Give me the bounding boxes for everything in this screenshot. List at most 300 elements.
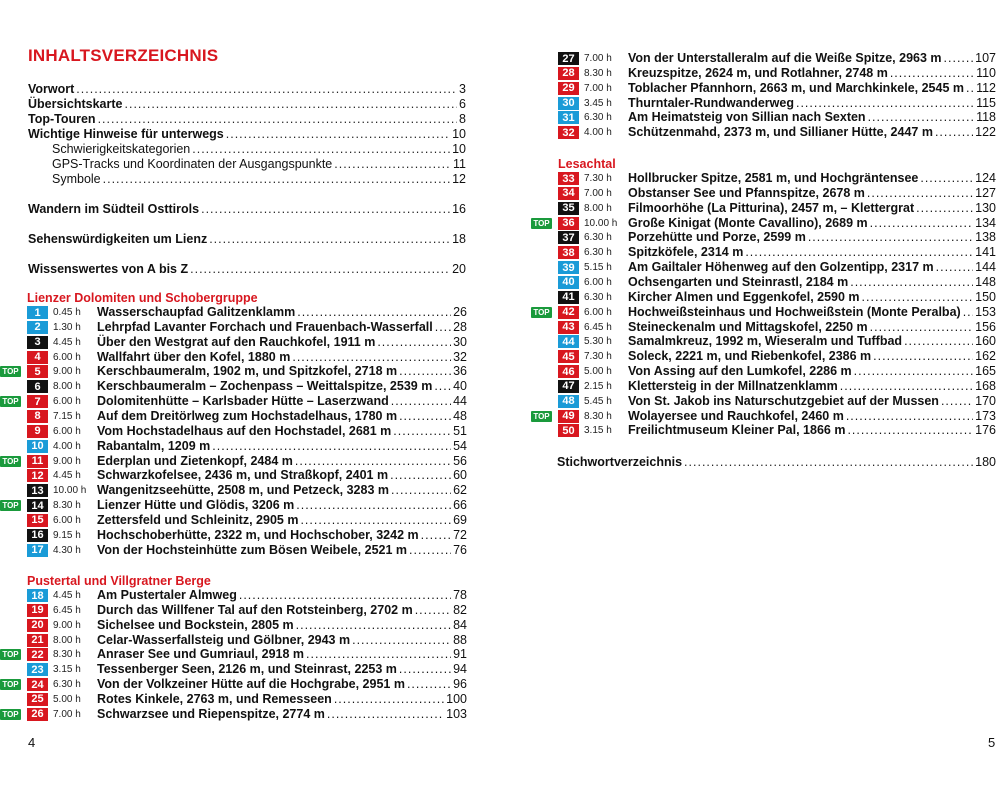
tour-title: Filmoorhöhe (La Pitturina), 2457 m, – Klettergrat [628,200,915,215]
tour-title-row [97,528,467,542]
dot-leader [916,201,973,215]
dot-leader [963,305,973,319]
dot-leader [684,455,973,470]
tour-page: 76 [453,542,467,557]
tour-duration: 5.00 h [584,366,612,378]
tour-number: 43 [558,321,579,334]
tour-entry[interactable] [500,380,1000,394]
dot-leader [334,692,444,706]
tour-page: 144 [975,260,996,275]
dot-leader [296,498,451,512]
tour-page: 170 [975,393,996,408]
tour-number: 12 [27,469,48,482]
tour-page: 72 [453,527,467,542]
tour-duration: 5.30 h [584,336,612,348]
tour-title: Celar-Wasserfallsteig und Gölbner, 2943 m [97,632,351,647]
tour-number: 30 [558,97,579,110]
tour-title-row [628,96,996,110]
tour-entry[interactable] [500,365,1000,379]
tour-duration: 8.00 h [584,202,612,214]
tour-entry[interactable] [500,395,1000,409]
dot-leader [201,202,450,217]
section-title: Pustertal und Villgratner Berge [27,574,211,588]
tour-page: 36 [453,364,467,379]
top-tour-badge: TOP [531,218,552,229]
dot-leader [239,588,451,602]
tour-duration: 4.45 h [53,336,81,348]
tour-title: Tessenberger Seen, 2126 m, und Steinrast, 2253 m [97,662,397,677]
tour-entry[interactable] [0,410,500,424]
dot-leader [935,125,973,139]
tour-entry[interactable] [0,351,500,365]
tour-entry[interactable] [500,97,1000,111]
tour-title: Von der Volkzeiner Hütte auf die Hochgrabe, 2951 m [97,677,405,692]
tour-duration: 9.00 h [53,366,81,378]
dot-leader [944,51,974,65]
top-tour-badge: TOP [531,307,552,318]
dot-leader [334,157,451,172]
tour-title: Über den Westgrat auf den Rauchkofel, 1911 m [97,334,376,349]
tour-title-row [97,618,467,632]
tour-duration: 5.45 h [584,395,612,407]
tour-entry[interactable] [500,231,1000,245]
tour-title: Schützenmahd, 2373 m, und Sillianer Hütte, 2447 m [628,125,933,140]
tour-page: 130 [975,200,996,215]
entry-page: 10 [452,127,466,141]
tour-duration: 10.00 h [584,217,618,229]
entry-page: 3 [459,82,466,96]
tour-title: Große Kinigat (Monte Cavallino), 2689 m [628,215,868,230]
tour-duration: 4.45 h [53,470,81,482]
tour-number: 44 [558,335,579,348]
tour-number: 41 [558,291,579,304]
tour-number: 45 [558,350,579,363]
section-title: Lienzer Dolomiten und Schobergruppe [27,291,258,305]
tour-entry[interactable] [0,380,500,394]
tour-title: Am Gailtaler Höhenweg auf den Golzentipp, 2317 m [628,260,934,275]
tour-page: 103 [446,706,467,721]
tour-entry[interactable] [0,648,500,662]
tour-title: Lehrpfad Lavanter Forchach und Frauenbach-Wasserfall [97,319,433,334]
tour-title: Hochschoberhütte, 2322 m, und Hochschober, 3242 m [97,527,419,542]
tour-title-row [628,230,996,244]
tour-number: 20 [27,619,48,632]
tour-title: Am Pustertaler Almweg [97,588,237,602]
dot-leader [391,483,451,497]
dot-leader [415,603,451,617]
tour-title: Klettersteig in der Millnatzenklamm [628,378,838,393]
tour-page: 94 [453,662,467,677]
entry-page: 11 [453,157,466,171]
dot-leader [870,216,974,230]
dot-leader [190,262,450,277]
dot-leader [377,335,451,349]
tour-entry[interactable] [0,469,500,483]
tour-title-row [97,677,467,691]
tour-page: 88 [453,632,467,647]
tour-number: 19 [27,604,48,617]
tour-number: 25 [27,693,48,706]
tour-number: 14 [27,499,48,512]
tour-page: 62 [453,483,467,498]
tour-title: Rabantalm, 1209 m [97,438,211,453]
tour-number: 6 [27,380,48,393]
tour-title: Freilichtmuseum Kleiner Pal, 1866 m [628,423,846,438]
tour-entry[interactable] [0,678,500,692]
tour-title-row [628,171,996,185]
tour-page: 134 [975,215,996,230]
tour-page: 91 [453,647,467,662]
tour-title: Von der Unterstalleralm auf die Weiße Spitze, 2963 m [628,51,942,65]
tour-entry[interactable] [0,514,500,528]
tour-entry[interactable] [0,544,500,558]
tour-duration: 8.00 h [53,381,81,393]
tour-title-row [97,543,467,557]
dot-leader [300,513,451,527]
entry-title: Vorwort [28,82,75,96]
entry-title: Schwierigkeitskategorien [52,142,191,156]
top-tour-badge: TOP [0,366,21,377]
tour-number: 17 [27,544,48,557]
tour-number: 38 [558,246,579,259]
tour-title-row [628,81,996,95]
tour-number: 24 [27,678,48,691]
chapter-page: 18 [452,232,466,246]
tour-entry[interactable] [0,634,500,648]
dot-leader [808,230,973,244]
tour-title-row [97,707,467,721]
dot-leader [409,543,451,557]
tour-page: 100 [446,691,467,706]
tour-title: Wangenitzseehütte, 2508 m, und Petzeck, 3283 m [97,483,389,498]
tour-number: 11 [27,455,48,468]
tour-page: 28 [453,319,467,334]
tour-entry[interactable] [0,336,500,350]
tour-title: Ederplan und Zietenkopf, 2484 m [97,453,293,468]
tour-entry[interactable] [0,529,500,543]
toc-chapter[interactable] [28,262,466,277]
tour-entry[interactable] [500,306,1000,320]
tour-title-row [628,245,996,259]
chapter-title: Wissenswertes von A bis Z [28,262,189,276]
tour-title: Anraser See und Gumriaul, 2918 m [97,647,305,662]
tour-page: 127 [975,185,996,200]
tour-entry[interactable] [0,499,500,513]
tour-title: Kerschbaumeralm – Zochenpass – Weittalspitze, 2539 m [97,379,433,394]
tour-entry[interactable] [500,126,1000,140]
tour-entry[interactable] [0,440,500,454]
tour-entry[interactable] [0,619,500,633]
tour-title: Lienzer Hütte und Glödis, 3206 m [97,498,295,513]
entry-page: 6 [459,97,466,111]
tour-entry[interactable] [500,187,1000,201]
tour-entry[interactable] [500,82,1000,96]
tour-entry[interactable] [0,589,500,603]
tour-entry[interactable] [500,410,1000,424]
tour-entry[interactable] [0,321,500,335]
tour-number: 29 [558,82,579,95]
dot-leader [434,379,451,393]
tour-entry[interactable] [500,276,1000,290]
tour-title-row [628,364,996,378]
tour-title: Spitzköfele, 2314 m [628,245,744,260]
tour-duration: 6.00 h [53,351,81,363]
tour-entry[interactable] [500,246,1000,260]
tour-title-row [97,468,467,482]
tour-title-row [97,335,467,349]
tour-page: 44 [453,394,467,409]
tour-page: 69 [453,512,467,527]
tour-title: Steineckenalm und Mittagskofel, 2250 m [628,319,868,334]
tour-duration: 5.15 h [584,262,612,274]
tour-number: 47 [558,380,579,393]
dot-leader [391,394,451,408]
tour-duration: 4.30 h [53,544,81,556]
tour-duration: 8.00 h [53,634,81,646]
tour-title-row [628,423,996,437]
tour-entry[interactable] [0,708,500,722]
tour-title-row [628,110,996,124]
tour-title: Schwarzsee und Riepenspitze, 2774 m [97,706,325,721]
dot-leader [904,334,973,348]
tour-page: 82 [453,602,467,617]
toc-entry[interactable] [28,112,466,127]
tour-duration: 1.30 h [53,321,81,333]
tour-number: 5 [27,365,48,378]
top-tour-badge: TOP [0,500,21,511]
tour-entry[interactable] [500,291,1000,305]
tour-title-row [97,647,467,661]
tour-title: Durch das Willfener Tal auf den Rotsteinberg, 2702 m [97,602,413,617]
tour-title: Toblacher Pfannhorn, 2663 m, und Marchkinkele, 2545 m [628,80,964,95]
tour-title-row [97,350,467,364]
tour-duration: 7.30 h [584,351,612,363]
tour-number: 32 [558,126,579,139]
dot-leader [390,468,451,482]
tour-duration: 6.30 h [584,247,612,259]
tour-number: 16 [27,529,48,542]
dot-leader [226,127,450,142]
dot-leader [103,172,450,187]
tour-number: 42 [558,306,579,319]
tour-duration: 9.15 h [53,529,81,541]
tour-number: 35 [558,202,579,215]
tour-entry[interactable] [500,321,1000,335]
entry-page: 12 [452,172,466,186]
tour-number: 26 [27,708,48,721]
tour-entry[interactable] [0,455,500,469]
tour-title: Schwarzkofelsee, 2436 m, und Straßkopf, 2401 m [97,468,389,483]
tour-title-row [628,394,996,408]
tour-number: 50 [558,424,579,437]
tour-page: 176 [975,423,996,438]
tour-duration: 7.30 h [584,173,612,184]
tour-title: Vom Hochstadelhaus auf den Hochstadel, 2681 m [97,423,392,438]
tour-entry[interactable] [500,172,1000,186]
dot-leader [873,349,973,363]
dot-leader [890,66,974,80]
dot-leader [209,232,450,247]
tour-duration: 6.00 h [584,306,612,318]
tour-duration: 6.30 h [584,291,612,303]
toc-entry[interactable] [28,82,466,97]
tour-title-row [97,588,467,602]
dot-leader [966,81,974,95]
dot-leader [352,633,451,647]
tour-title-row [628,186,996,200]
tour-title-row [97,439,467,453]
tour-title: Von St. Jakob ins Naturschutzgebiet auf der Mussen [628,393,939,408]
tour-entry[interactable] [0,484,500,498]
entry-title: Top-Touren [28,112,96,126]
tour-page: 148 [975,274,996,289]
dot-leader [846,409,973,423]
dot-leader [421,528,451,542]
tour-duration: 5.00 h [53,693,81,705]
dot-leader [941,394,973,408]
tour-entry[interactable] [500,350,1000,364]
tour-entry[interactable] [0,663,500,677]
tour-number: 27 [558,52,579,65]
tour-title: Soleck, 2221 m, und Riebenkofel, 2386 m [628,349,872,364]
tour-number: 48 [558,395,579,408]
tour-entry[interactable] [0,425,500,439]
dot-leader [125,97,458,112]
tour-duration: 7.00 h [53,708,81,720]
tour-entry[interactable] [0,604,500,618]
tour-page: 56 [453,453,467,468]
tour-page: 168 [975,378,996,393]
toc-chapter[interactable] [28,202,466,217]
tour-title-row [97,662,467,676]
toc-title: INHALTSVERZEICHNIS [28,46,219,65]
tour-title-row [628,320,996,334]
dot-leader [393,424,451,438]
tour-number: 23 [27,663,48,676]
tour-page: 156 [975,319,996,334]
dot-leader [98,112,457,127]
dot-leader [292,350,451,364]
tour-title-row [97,379,467,393]
toc-chapter[interactable] [28,232,466,247]
entry-page: 10 [452,142,466,156]
tour-page: 51 [453,423,467,438]
tour-number: 49 [558,410,579,423]
tour-title-row [628,260,996,274]
tour-duration: 6.30 h [584,112,612,124]
tour-entry[interactable] [0,306,500,320]
tour-page: 138 [975,230,996,245]
tour-number: 2 [27,321,48,334]
tour-title-row [97,364,467,378]
tour-duration: 9.00 h [53,619,81,631]
tour-number: 40 [558,276,579,289]
tour-number: 31 [558,111,579,124]
toc-entry[interactable] [28,127,466,142]
top-tour-badge: TOP [0,709,21,720]
top-tour-badge: TOP [0,649,21,660]
tour-entry[interactable] [500,202,1000,216]
tour-title-row [97,603,467,617]
toc-entry[interactable] [52,172,466,187]
tour-duration: 7.00 h [584,82,612,94]
tour-number: 37 [558,231,579,244]
tour-title-row [97,692,467,706]
tour-page: 96 [453,677,467,692]
tour-duration: 2.15 h [584,380,612,392]
tour-title: Kreuzspitze, 2624 m, und Rotlahner, 2748 m [628,65,888,80]
tour-entry[interactable] [500,217,1000,231]
tour-duration: 6.00 h [53,396,81,408]
tour-entry[interactable] [0,693,500,707]
tour-duration: 4.00 h [584,127,612,139]
index-title: Stichwortverzeichnis [557,455,683,469]
tour-title: Wallfahrt über den Kofel, 1880 m [97,349,291,364]
tour-entry[interactable] [500,424,1000,438]
tour-number: 34 [558,187,579,200]
entry-title: Wichtige Hinweise für unterwegs [28,127,224,141]
tour-number: 4 [27,351,48,364]
tour-title-row [97,305,467,319]
tour-page: 153 [975,304,996,319]
tour-duration: 3.15 h [584,425,612,437]
tour-entry[interactable] [500,111,1000,125]
tour-duration: 6.30 h [53,679,81,691]
tour-page: 115 [976,95,996,110]
tour-entry[interactable] [500,261,1000,275]
tour-page: 160 [975,334,996,349]
tour-page: 26 [453,305,467,319]
toc-entry[interactable] [28,97,466,112]
tour-duration: 8.30 h [584,410,612,422]
tour-page: 165 [975,364,996,379]
tour-number: 8 [27,410,48,423]
dot-leader [192,142,450,157]
tour-title-row [628,66,996,80]
tour-title: Zettersfeld und Schleinitz, 2905 m [97,512,299,527]
tour-number: 1 [27,306,48,319]
dot-leader [399,662,451,676]
tour-title-row [628,201,996,215]
tour-entry[interactable] [0,365,500,379]
dot-leader [327,707,444,721]
tour-entry[interactable] [500,67,1000,81]
entry-title: Symbole [52,172,101,186]
tour-title-row [628,290,996,304]
tour-page: 141 [975,245,996,260]
dot-leader [296,618,451,632]
tour-entry[interactable] [500,335,1000,349]
tour-title-row [628,379,996,393]
tour-entry[interactable] [0,395,500,409]
dot-leader [796,96,974,110]
tour-title: Kircher Almen und Eggenkofel, 2590 m [628,289,860,304]
toc-entry[interactable] [52,157,466,172]
tour-entry[interactable] [500,52,1000,66]
tour-number: 3 [27,336,48,349]
dot-leader [407,677,451,691]
tour-duration: 6.45 h [53,604,81,616]
chapter-title: Wandern im Südteil Osttirols [28,202,200,216]
dot-leader [867,186,973,200]
top-tour-badge: TOP [0,456,21,467]
tour-title-row [628,334,996,348]
toc-index[interactable] [557,455,996,470]
tour-duration: 10.00 h [53,485,87,497]
dot-leader [850,275,973,289]
toc-entry[interactable] [52,142,466,157]
page-number-left: 4 [28,735,36,750]
